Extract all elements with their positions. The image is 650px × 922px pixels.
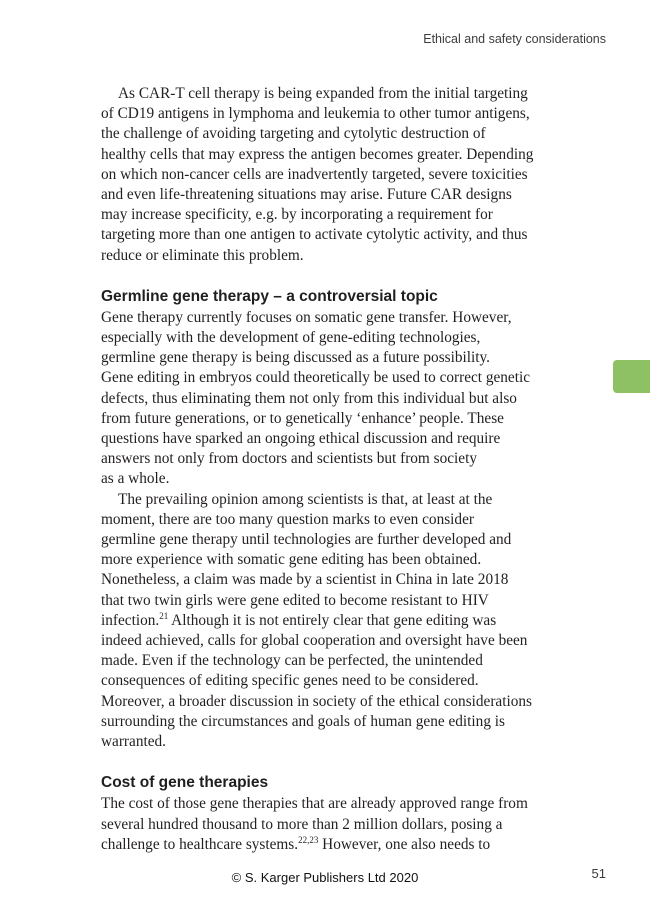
paragraph-cost: [101, 794, 571, 855]
heading-germline: Germline gene therapy – a controversial topic: [101, 287, 438, 305]
reference-22-23: 22,23: [298, 834, 319, 845]
spacer: [101, 266, 571, 286]
paragraph-germline-opinion: [101, 490, 571, 753]
paragraph-germline-opinion-part2: Although it is not entirely clear that gene editing was indeed achieved, calls for global cooperation and oversight have been made. Even if the technology can be perfected, the unintended consequences of editing specific genes need to be considered. Moreover, a broader discussion in society of the ethical considerations surrounding the circumstances and goals of human gene editing is warranted.: [101, 611, 532, 751]
paragraph-germline-intro: Gene therapy currently focuses on somatic gene transfer. However, especially with the development of gene-editing technologies, germline gene therapy is being discussed as a future possibility. Gene editing in embryos could theoretically be used to correct genetic defects, thus eliminating them not only from this individual but also from future generations, or to genetically ‘enhance’ people. These questions have sparked an ongoing ethical discussion and require answers not only from doctors and scientists but from society as a whole.: [101, 308, 531, 488]
reference-21: 21: [159, 610, 169, 621]
copyright-footer: © S. Karger Publishers Ltd 2020: [231, 870, 419, 885]
spacer: [101, 752, 571, 772]
running-head: Ethical and safety considerations: [423, 32, 606, 46]
paragraph-car-t: As CAR-T cell therapy is being expanded from the initial targeting of CD19 antigens in lymphoma and leukemia to other tumor antigens, the challenge of avoiding targeting and cytolytic destruction of healthy cells that may express the antigen becomes greater. Depending on which non-cancer cells are inadvertently targeted, severe toxicities and even life-threatening situations may arise. Future CAR designs may increase specificity, e.g. by incorporating a requirement for targeting more than one antigen to activate cytolytic activity, and thus reduce or eliminate this problem.: [101, 85, 534, 264]
page-body: [101, 84, 571, 855]
paragraph-germline-opinion-part1: The prevailing opinion among scientists is that, at least at the moment, there are too many question marks to even consider germline gene therapy until technologies are further developed and more experience with somatic gene editing has been obtained. Nonetheless, a claim was made by a scientist in China in late 2018 that two twin girls were gene edited to become resistant to HIV infection.: [101, 490, 512, 629]
chapter-side-tab: [613, 360, 650, 393]
paragraph-cost-part2: However, one also needs to: [318, 835, 491, 853]
page-number: 51: [591, 866, 606, 881]
paragraph-cost-part1: The cost of those gene therapies that are already approved range from several hundred thousand to more than 2 million dollars, posing a challenge to healthcare systems.: [101, 795, 528, 853]
heading-cost: Cost of gene therapies: [101, 774, 269, 792]
